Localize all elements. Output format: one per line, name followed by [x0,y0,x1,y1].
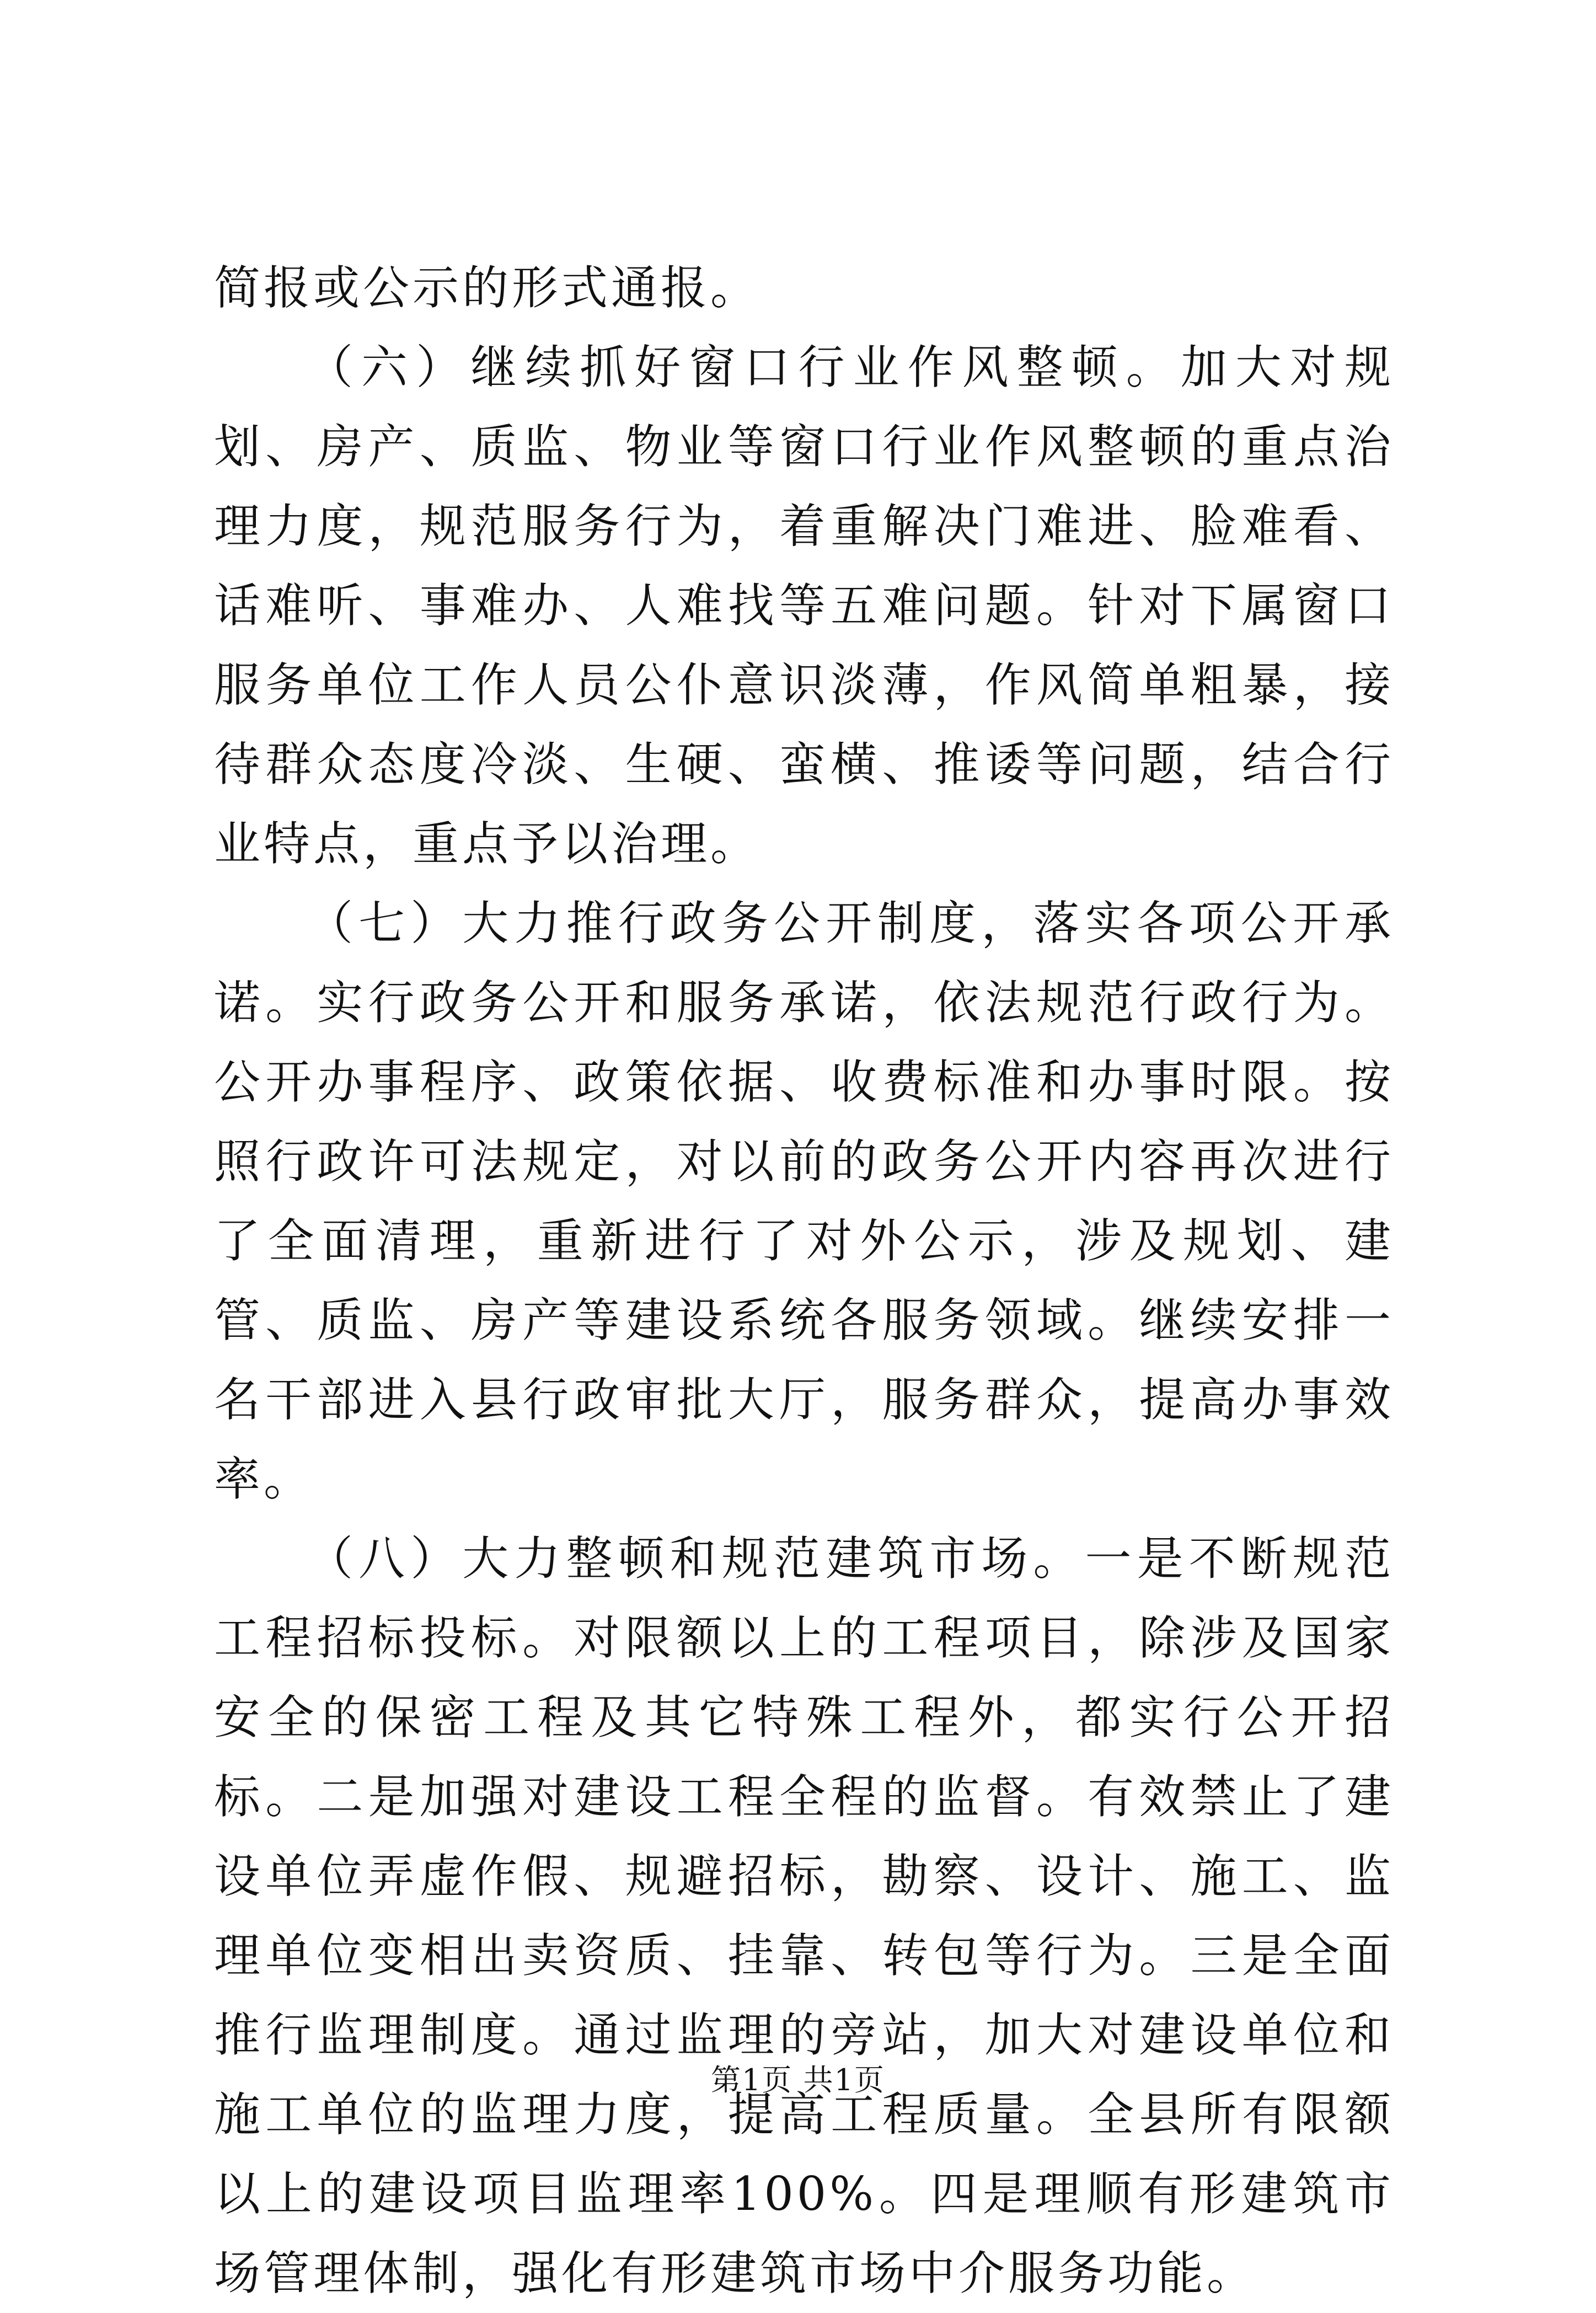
document-body [214,248,1394,2313]
paragraph-seven: （七）大力推行政务公开制度，落实各项公开承诺。实行政务公开和服务承诺，依法规范行政行为。公开办事程序、政策依据、收费标准和办事时限。按照行政许可法规定，对以前的政务公开内容再次进行了全面清理，重新进行了对外公示，涉及规划、建管、质监、房产等建设系统各服务领域。继续安排一名干部进入县行政审批大厅，服务群众，提高办事效率。 [214,896,1394,1506]
paragraph-six: （六）继续抓好窗口行业作风整顿。加大对规划、房产、质监、物业等窗口行业作风整顿的重点治理力度，规范服务行为，着重解决门难进、脸难看、话难听、事难办、人难找等五难问题。针对下属窗口服务单位工作人员公仆意识淡薄，作风简单粗暴，接待群众态度冷淡、生硬、蛮横、推诿等问题，结合行业特点，重点予以治理。 [214,340,1394,871]
continuation-paragraph: 简报或公示的形式通报。 [214,261,760,315]
page-footer: 第1页 共1页 [711,2063,885,2097]
paragraph-eight: （八）大力整顿和规范建筑市场。一是不断规范工程招标投标。对限额以上的工程项目，除涉及国家安全的保密工程及其它特殊工程外，都实行公开招标。二是加强对建设工程全程的监督。有效禁止了建设单位弄虚作假、规避招标，勘察、设计、施工、监理单位变相出卖资质、挂靠、转包等行为。三是全面推行监理制度。通过监理的旁站，加大对建设单位和施工单位的监理力度，提高工程质量。全县所有限额以上的建设项目监理率100%。四是理顺有形建筑市场管理体制，强化有形建筑市场中介服务功能。 [214,1532,1394,2300]
